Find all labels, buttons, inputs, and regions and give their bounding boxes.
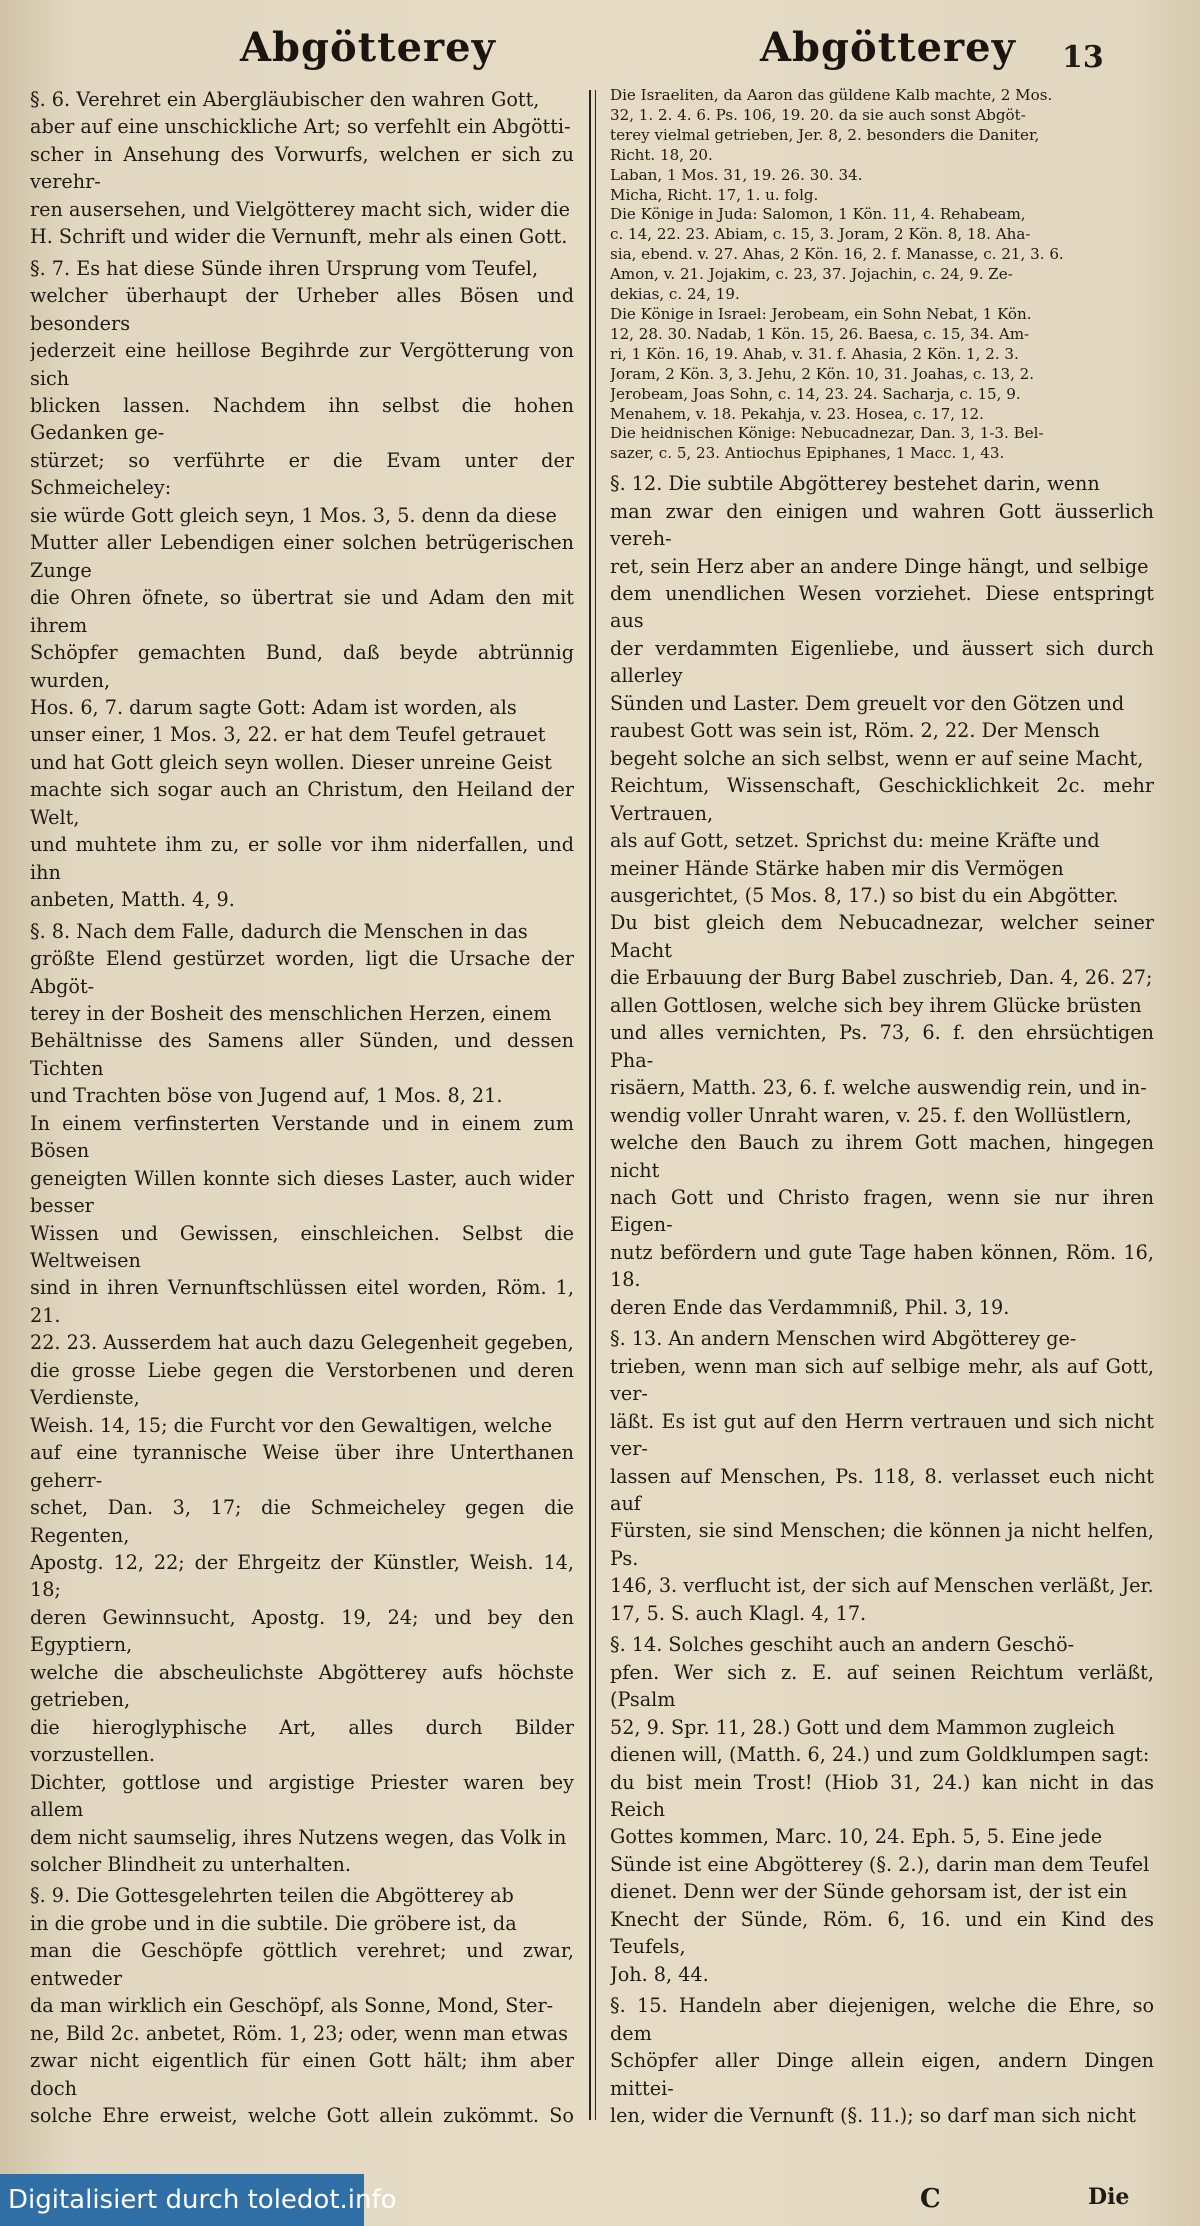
paragraph-9: §. 9. Die Gottesgelehrten teilen die Abgötterey ab in die grobe und in die subtile. Die gröbere ist, da man die Geschöpfe göttlich verehret; und zwar, entweder da man wirklich ein Geschöpf, als Sonne, Mond, Ster- ne, Bild 2c. anbetet, Röm. 1, 23; oder, wenn man etwas zwar nicht eigentlich für einen Gott hält; ihm aber doch solche Ehre erweist, welche Gott allein zukömmt. So (30, 1884, 574, 2126)
column-divider-thin (595, 90, 596, 2120)
paragraph-15: §. 15. Handeln aber diejenigen, welche die Ehre, so dem Schöpfer aller Dinge allein eigen, andern Dingen mittei- len, wider die Vernunft (§. 11.); so darf man sich nicht (610, 1994, 1154, 2126)
paragraph-13: §. 13. An andern Menschen wird Abgötterey ge- trieben, wenn man sich auf selbige mehr, als auf Gott, ver- läßt. Es ist gut auf den Herrn vertrauen und sich nicht ver- lassen auf Menschen, Ps. 118, 8. verlasset euch nicht auf Fürsten, sie sind Menschen; die können ja nicht helfen, Ps. 146, 3. verflucht ist, der sich auf Menschen verläßt, Jer. 17, 5. S. auch Klagl. 4, 17. (610, 1327, 1154, 1625)
signature-mark: C (920, 2184, 941, 2214)
running-head-right: Abgötterey (760, 24, 1016, 71)
catchword: Die (1088, 2184, 1130, 2210)
page-number: 13 (1062, 40, 1104, 75)
paragraph-6: §. 6. Verehret ein Abergläubischer den wahren Gott, aber auf eine unschickliche Art; so verfehlt ein Abgötti- scher in Ansehung des Vorwurfs, welchen er sich zu verehr- ren ausersehen, und Vielgötterey macht sich, wider die H. Schrift und wider die Vernunft, mehr als einen Gott. (30, 88, 574, 249)
paragraph-12: §. 12. Die subtile Abgötterey bestehet darin, wenn man zwar den einigen und wahren Gott äusserlich vereh- ret, sein Herz aber an andere Dinge hängt, und selbige dem unendlichen Wesen vorziehet. Diese entspringt aus der verdammten Eigenliebe, und äussert sich durch allerley Sünden und Laster. Dem greuelt vor den Götzen und raubest Gott was sein ist, Röm. 2, 22. Der Mensch begeht solche an sich selbst, wenn er auf seine Macht, Reichtum, Wissenschaft, Geschicklichkeit 2c. mehr Vertrauen, als auf Gott, setzet. Sprichst du: meine Kräfte und meiner Hände Stärke haben mir dis Vermögen ausgerichtet, (5 Mos. 8, 17.) so bist du ein Abgötter. Du bist gleich dem Nebucadnezar, welcher seiner Macht die Erbauung der Burg Babel zuschrieb, Dan. 4, 26. 27; allen Gottlosen, welche sich bey ihrem Glücke brüsten und alles vernichten, Ps. 73, 6. f. den ehrsüchtigen Pha- risäern, Matth. 23, 6. f. welche auswendig rein, und in- wendig voller Unraht waren, v. 25. f. den Wollüstlern, welche den Bauch zu ihrem Gott machen, hingegen nicht nach Gott und Christo fragen, wenn sie nur ihren Eigen- nutz befördern und gute Tage haben können, Röm. 16, 18. deren Ende das Verdammniß, Phil. 3, 19. (610, 472, 1154, 1319)
paragraph-14: §. 14. Solches geschiht auch an andern Geschö- pfen. Wer sich z. E. auf seinen Reichtum verläßt, (Psalm 52, 9. Spr. 11, 28.) Gott und dem Mammon zugleich dienen will, (Matth. 6, 24.) und zum Goldklumpen sagt: du bist mein Trost! (Hiob 31, 24.) kan nicht in das Reich Gottes kommen, Marc. 10, 24. Eph. 5, 5. Eine jede Sünde ist eine Abgötterey (§. 2.), darin man dem Teufel dienet. Denn wer der Sünde gehorsam ist, der ist ein Knecht der Sünde, Röm. 6, 16. und ein Kind des Teufels, Joh. 8, 44. (610, 1633, 1154, 1986)
paragraph-8: §. 8. Nach dem Falle, dadurch die Menschen in das größte Elend gestürzet worden, ligt die Ursache der Abgöt- terey in der Bosheit des menschlichen Herzen, einem Behältnisse des Samens aller Sünden, und dessen Tichten und Trachten böse von Jugend auf, 1 Mos. 8, 21. In einem verfinsterten Verstande und in einem zum Bösen geneigten Willen konnte sich dieses Laster, auch wider besser Wissen und Gewissen, einschleichen. Selbst die Weltweisen sind in ihren Vernunftschlüssen eitel worden, Röm. 1, 21. 22. 23. Ausserdem hat auch dazu Gelegenheit gegeben, die grosse Liebe gegen die Verstorbenen und deren Verdienste, Weish. 14, 15; die Furcht vor den Gewaltigen, welche auf eine tyrannische Weise über ihre Unterthanen geherr- schet, Dan. 3, 17; die Schmeicheley gegen die Regenten, Apostg. 12, 22; der Ehrgeitz der Künstler, Weish. 14, 18; deren Gewinnsucht, Apostg. 19, 24; und bey den Egyptiern, welche die abscheulichste Abgötterey aufs höchste getrieben, die hieroglyphische Art, alles durch Bilder vorzustellen. Dichter, gottlose und argistige Priester waren bey allem dem nicht saumselig, ihres Nutzens wegen, das Volk in solcher Blindheit zu unterhalten. (30, 919, 574, 1876)
right-column (610, 86, 1154, 2126)
left-column (30, 86, 574, 2126)
column-divider (589, 90, 591, 2120)
digitization-watermark[interactable]: Digitalisiert durch toledot.info (0, 2174, 364, 2226)
idolaters-references-note: Die Israeliten, da Aaron das güldene Kalb machte, 2 Mos. 32, 1. 2. 4. 6. Ps. 106, 19. 20. da sie auch sonst Abgöt- terey vielmal getrieben, Jer. 8, 2. besonders die Daniter, Richt. 18, 20. Laban, 1 Mos. 31, 19. 26. 30. 34. Micha, Richt. 17, 1. u. folg. Die Könige in Juda: Salomon, 1 Kön. 11, 4. Rehabeam, c. 14, 22. 23. Abiam, c. 15, 3. Joram, 2 Kön. 8, 18. Aha- sia, ebend. v. 27. Ahas, 2 Kön. 16, 2. f. Manasse, c. 21, 3. 6. Amon, v. 21. Jojakim, c. 23, 37. Jojachin, c. 24, 9. Ze- dekias, c. 24, 19. Die Könige in Israel: Jerobeam, ein Sohn Nebat, 1 Kön. 12, 28. 30. Nadab, 1 Kön. 15, 26. Baesa, c. 15, 34. Am- ri, 1 Kön. 16, 19. Ahab, v. 31. f. Ahasia, 2 Kön. 1, 2. 3. Joram, 2 Kön. 3, 3. Jehu, 2 Kön. 10, 31. Joahas, c. 13, 2. Jerobeam, Joas Sohn, c. 14, 23. 24. Sacharja, c. 15, 9. Menahem, v. 18. Pekahja, v. 23. Hosea, c. 17, 12. Die heidnischen Könige: Nebucadnezar, Dan. 3, 1-3. Bel- sazer, c. 5, 23. Antiochus Epiphanes, 1 Macc. 1, 43. (610, 86, 1064, 463)
paragraph-7: §. 7. Es hat diese Sünde ihren Ursprung vom Teufel, welcher überhaupt der Urheber alles Bösen und besonders jederzeit eine heillose Begihrde zur Vergötterung von sich blicken lassen. Nachdem ihn selbst die hohen Gedanken ge- stürzet; so verführte er die Evam unter der Schmeicheley: sie würde Gott gleich seyn, 1 Mos. 3, 5. denn da diese Mutter aller Lebendigen einer solchen betrügerischen Zunge die Ohren öfnete, so übertrat sie und Adam den mit ihrem Schöpfer gemachten Bund, daß beyde abtrünnig wurden, Hos. 6, 7. darum sagte Gott: Adam ist worden, als unser einer, 1 Mos. 3, 22. er hat dem Teufel getrauet und hat Gott gleich seyn wollen. Dieser unreine Geist machte sich sogar auch an Christum, den Heiland der Welt, und muhtete ihm zu, er solle vor ihm niderfallen, und ihn anbeten, Matth. 4, 9. (30, 256, 574, 912)
running-head-left: Abgötterey (240, 24, 496, 71)
